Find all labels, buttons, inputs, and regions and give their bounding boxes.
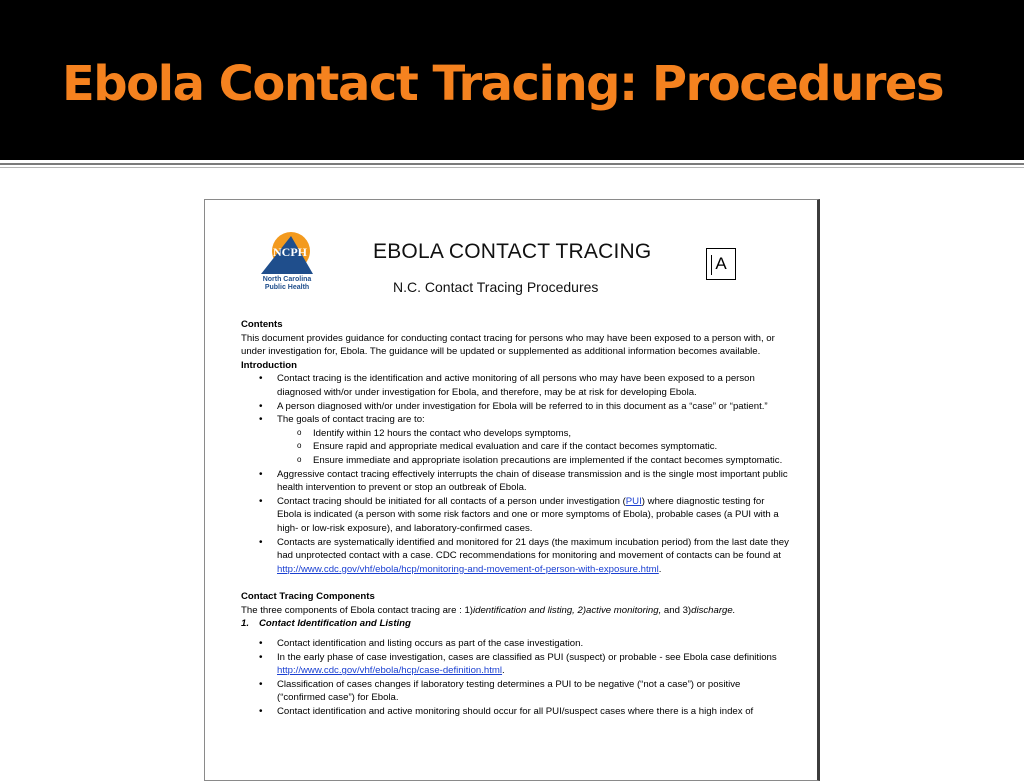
logo-caption-line1: North Carolina — [262, 276, 312, 283]
pui-link[interactable]: PUI — [625, 495, 642, 507]
list-item: • Contact identification and active monitoring should occur for all PUI/suspect cases where there is a high index of — [241, 705, 789, 719]
list-item — [241, 536, 789, 577]
components-heading: Contact Tracing Components — [241, 591, 375, 603]
list-item: • Classification of cases changes if laboratory testing determines a PUI to be negative (“not a case”) or positive (“confirmed case”) for Ebola. — [241, 678, 789, 705]
text-span: . — [658, 563, 662, 575]
document-title: EBOLA CONTACT TRACING — [373, 240, 652, 263]
spacer — [241, 576, 789, 590]
section-1-heading — [241, 617, 789, 631]
title-divider-thin — [0, 167, 1024, 168]
logo-caption — [257, 276, 317, 292]
list-item — [241, 413, 789, 467]
case-definition-link[interactable]: http://www.cdc.gov/vhf/ebola/hcp/case-definition.html — [277, 665, 503, 677]
list-item: • Contact identification and listing occurs as part of the case investigation. — [241, 637, 789, 651]
text-span: The three components of Ebola contact tracing are : 1) — [241, 604, 473, 616]
text-span: ) where diagnostic testing for Ebola is indicated (a person with some risk factors and one or more symptoms of Ebola), probable cases (a PUI with a high- or low-risk exposure), and laboratory-confirmed cases. — [277, 495, 779, 534]
text-italic: identification and listing, 2)active monitoring, — [472, 604, 662, 616]
list-item: o Ensure immediate and appropriate isolation precautions are implemented if the contact becomes symptomatic. — [277, 454, 789, 468]
title-divider — [0, 163, 1024, 165]
contents-heading: Contents — [241, 319, 283, 330]
ncph-logo-icon — [257, 230, 317, 276]
document-body — [241, 318, 789, 719]
list-item: • Contact tracing is the identification and active monitoring of all persons who may have been exposed to a person diagnosed with/or under investigation for Ebola, and therefore, may be at risk for developing Ebola. — [241, 372, 789, 399]
logo-caption-line2: Public Health — [264, 284, 310, 291]
introduction-list — [241, 372, 789, 576]
text-span: Contact tracing should be initiated for all contacts of a person under investigation ( — [277, 495, 626, 507]
text-italic: discharge. — [691, 604, 736, 616]
slide-title-bar — [0, 0, 1024, 160]
list-item: o Identify within 12 hours the contact who develops symptoms, — [277, 427, 789, 441]
document-subtitle: N.C. Contact Tracing Procedures — [393, 279, 599, 295]
list-item — [241, 651, 789, 678]
components-text — [241, 604, 789, 618]
section-1-number: 1. — [241, 618, 250, 630]
list-item — [241, 495, 789, 536]
text-span: Contacts are systematically identified and monitored for 21 days (the maximum incubation period) from the last date they had unprotected contact with a case. CDC recommendations for monitoring and movement of contacts can be found at — [277, 536, 789, 562]
document-page — [204, 199, 820, 781]
list-item: o Ensure rapid and appropriate medical evaluation and care if the contact becomes symptomatic. — [277, 440, 789, 454]
text-span: In the early phase of case investigation, cases are classified as PUI (suspect) or probable - see Ebola case definitions — [277, 651, 777, 663]
list-item: • A person diagnosed with/or under investigation for Ebola will be referred to in this document as a “case” or “patient.” — [241, 400, 789, 414]
logo-letters: NCPH — [273, 245, 307, 259]
text-span: and 3) — [661, 604, 692, 616]
introduction-heading: Introduction — [241, 359, 297, 371]
goals-intro: The goals of contact tracing are to: — [277, 414, 425, 426]
slide-title: Ebola Contact Tracing: Procedures — [62, 56, 944, 112]
goals-list — [277, 427, 789, 468]
list-item: • Aggressive contact tracing effectively interrupts the chain of disease transmission and is the single most important public health intervention to prevent or stop an outbreak of Ebola. — [241, 468, 789, 495]
cdc-monitoring-link[interactable]: http://www.cdc.gov/vhf/ebola/hcp/monitoring-and-movement-of-person-with-exposure.html — [277, 563, 659, 575]
ncph-logo — [257, 230, 317, 296]
attachment-label-box — [706, 248, 736, 280]
text-span: . — [502, 665, 505, 677]
section-1-list — [241, 637, 789, 719]
attachment-label: A — [715, 254, 727, 274]
contents-text: This document provides guidance for conducting contact tracing for persons who may have been exposed to a person with, or under investigation for, Ebola. The guidance will be updated or supplemented as additional information becomes available. — [241, 332, 775, 358]
section-1-title: Contact Identification and Listing — [259, 618, 411, 630]
